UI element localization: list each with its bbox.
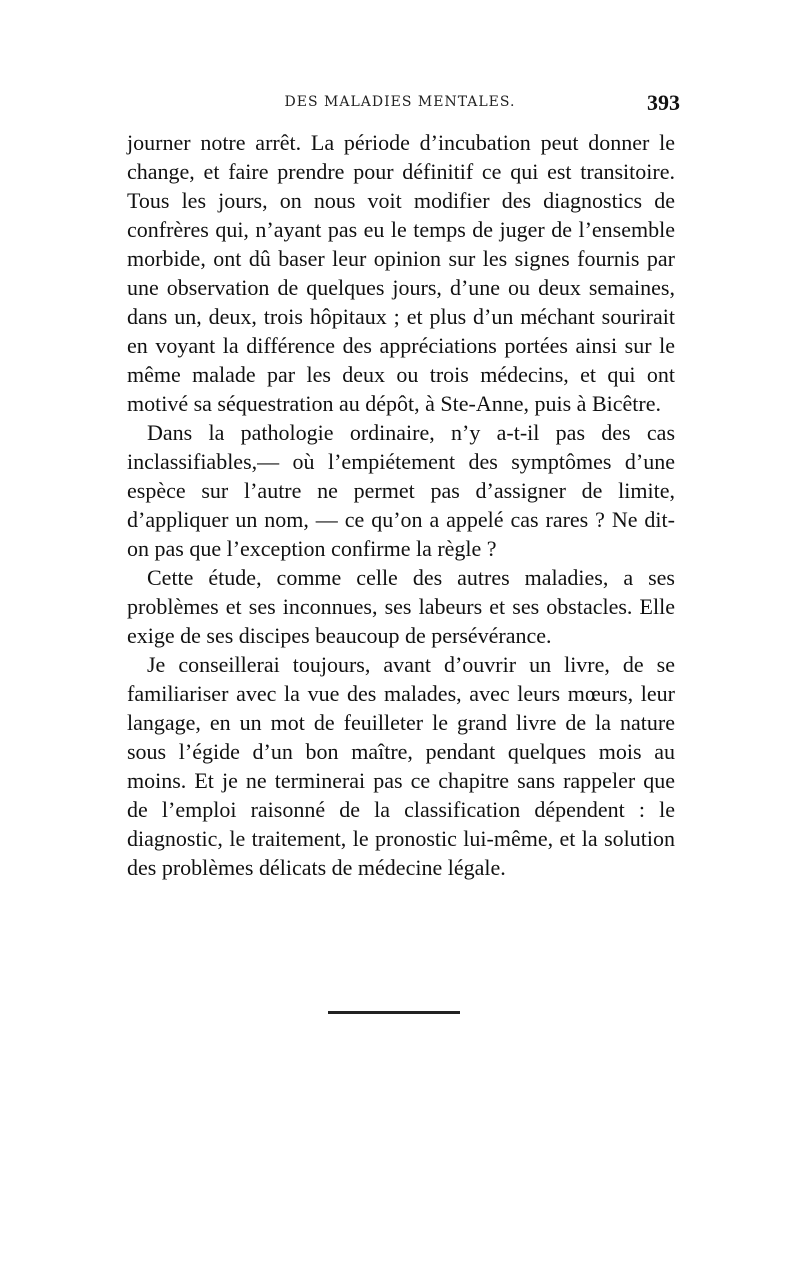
paragraph-conseil: Je conseillerai toujours, avant d’ouvrir un livre, de se familiariser avec la vue des malades, avec leurs mœurs, leur langage, en un mot de feuilleter le grand livre de la nature sous l’égide d’un bon maître, pendant quelques mois au moins. Et je ne terminerai pas ce chapitre sans rappeler que de l’emploi raisonné de la classification dépendent : le diagnostic, le traitement, le pronostic lui-même, et la solution des problèmes délicats de médecine légale. — [127, 652, 675, 880]
end-of-chapter-rule — [328, 1011, 460, 1014]
running-head: DES MALADIES MENTALES. — [284, 94, 516, 110]
page-header — [120, 90, 680, 116]
paragraph-pathologie: Dans la pathologie ordinaire, n’y a-t-il pas des cas inclassifiables,— où l’empiétement des symptômes d’une espèce sur l’autre ne permet pas d’assigner de limite, d’appliquer un nom, — ce qu’on a appelé cas rares ? Ne dit-on pas que l’exception confirme la règle ? — [127, 420, 675, 561]
paragraph-continued: journer notre arrêt. La période d’incubation peut donner le change, et faire prendre pour définitif ce qui est transitoire. Tous les jours, on nous voit modifier des diagnostics de confrères qui, n’ayant pas eu le temps de juger de l’ensemble morbide, ont dû baser leur opinion sur les signes fournis par une observation de quelques jours, d’une ou deux semaines, dans un, deux, trois hôpitaux ; et plus d’un méchant sourirait en voyant la différence des appréciations portées ainsi sur le même malade par les deux ou trois médecins, et qui ont motivé sa séquestration au dépôt, à Ste-Anne, puis à Bicêtre. — [127, 130, 675, 416]
page-number: 393 — [647, 90, 680, 115]
paragraph-etude: Cette étude, comme celle des autres maladies, a ses problèmes et ses inconnues, ses labeurs et ses obstacles. Elle exige de ses discipes beaucoup de persévérance. — [127, 565, 675, 648]
body-text — [127, 128, 675, 882]
